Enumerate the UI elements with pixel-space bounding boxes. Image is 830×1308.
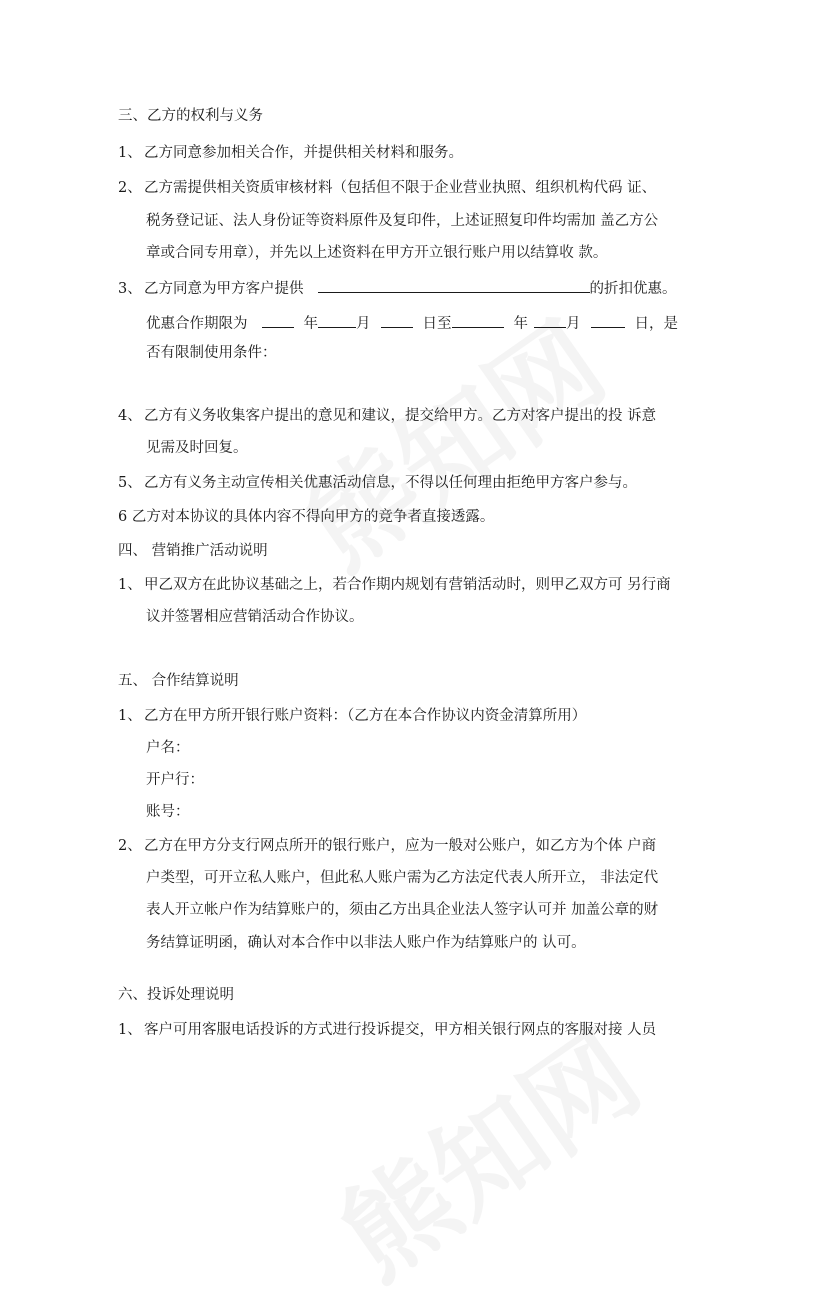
discount-blank	[318, 278, 590, 293]
section-heading: 四、 营销推广活动说明	[118, 543, 268, 559]
month-label: 月	[356, 316, 371, 332]
item-number: 2、	[118, 180, 142, 196]
list-item	[118, 406, 656, 426]
list-item: 6 乙方对本协议的具体内容不得向甲方的竞争者直接透露。	[118, 509, 495, 525]
item-number: 4、	[118, 408, 142, 424]
list-item	[118, 836, 656, 856]
item-number: 1、	[118, 1022, 142, 1038]
list-item	[118, 575, 671, 595]
list-item	[118, 278, 677, 299]
date-blank	[534, 313, 566, 328]
item-text: 户类型，可开立私人账户，但此私人账户需为乙方法定代表人所开立， 非法定代	[146, 870, 659, 886]
date-blank	[262, 313, 294, 328]
item-number: 1、	[118, 577, 142, 593]
item-text: 客户可用客服电话投诉的方式进行投诉提交，甲方相关银行网点的客服对接 人员	[144, 1022, 657, 1038]
list-item	[118, 473, 637, 493]
day-label: 日，是	[634, 316, 678, 332]
month-label: 月	[566, 316, 581, 332]
item-number: 5、	[118, 475, 142, 491]
list-item	[118, 1020, 656, 1040]
bank-label: 开户行：	[146, 772, 204, 788]
item-text: 乙方在甲方分支行网点所开的银行账户，应为一般对公账户，如乙方为个体 户商	[144, 838, 657, 854]
list-item	[118, 706, 586, 726]
section-heading: 三、乙方的权利与义务	[118, 108, 263, 124]
date-blank	[452, 313, 504, 328]
item-text: 乙方有义务收集客户提出的意见和建议，提交给甲方。乙方对客户提出的投 诉意	[144, 408, 657, 424]
item-number: 1、	[118, 145, 142, 161]
period-label: 优惠合作期限为	[146, 316, 248, 332]
period-line	[146, 313, 678, 334]
item-text: 务结算证明函，确认对本合作中以非法人账户作为结算账户的 认可。	[146, 935, 586, 951]
item-text: 乙方需提供相关资质审核材料（包括但不限于企业营业执照、组织机构代码 证、	[144, 180, 657, 196]
date-blank	[381, 313, 413, 328]
list-item	[118, 143, 463, 163]
item-number: 3、	[118, 281, 142, 297]
item-text: 否有限制使用条件：	[146, 345, 277, 361]
item-text: 见需及时回复。	[146, 440, 248, 456]
item-text: 甲乙双方在此协议基础之上，若合作期内规划有营销活动时，则甲乙双方可 另行商	[144, 577, 671, 593]
list-item	[118, 178, 656, 198]
item-text: 乙方同意为甲方客户提供	[144, 281, 304, 297]
account-name-label: 户名：	[146, 740, 190, 756]
item-number: 2、	[118, 838, 142, 854]
date-blank	[591, 313, 625, 328]
section-heading: 五、 合作结算说明	[118, 673, 239, 689]
item-text: 乙方有义务主动宣传相关优惠活动信息，不得以任何理由拒绝甲方客户参与。	[144, 475, 637, 491]
day-label: 日至	[422, 316, 452, 332]
item-text: 乙方同意参加相关合作，并提供相关材料和服务。	[144, 145, 463, 161]
item-text: 的折扣优惠。	[589, 281, 677, 297]
date-blank	[318, 313, 356, 328]
year-label: 年	[303, 316, 318, 332]
item-text: 税务登记证、法人身份证等资料原件及复印件，上述证照复印件均需加 盖乙方公	[146, 213, 659, 229]
section-heading: 六、投诉处理说明	[118, 987, 234, 1003]
item-number: 1、	[118, 708, 142, 724]
account-number-label: 账号：	[146, 804, 190, 820]
year-label: 年	[513, 316, 528, 332]
item-text: 章或合同专用章），并先以上述资料在甲方开立银行账户用以结算收 款。	[146, 245, 608, 261]
item-text: 议并签署相应营销活动合作协议。	[146, 609, 364, 625]
item-text: 表人开立帐户作为结算账户的，须由乙方出具企业法人签字认可并 加盖公章的财	[146, 902, 659, 918]
item-text: 乙方在甲方所开银行账户资料：（乙方在本合作协议内资金清算所用）	[144, 708, 587, 724]
